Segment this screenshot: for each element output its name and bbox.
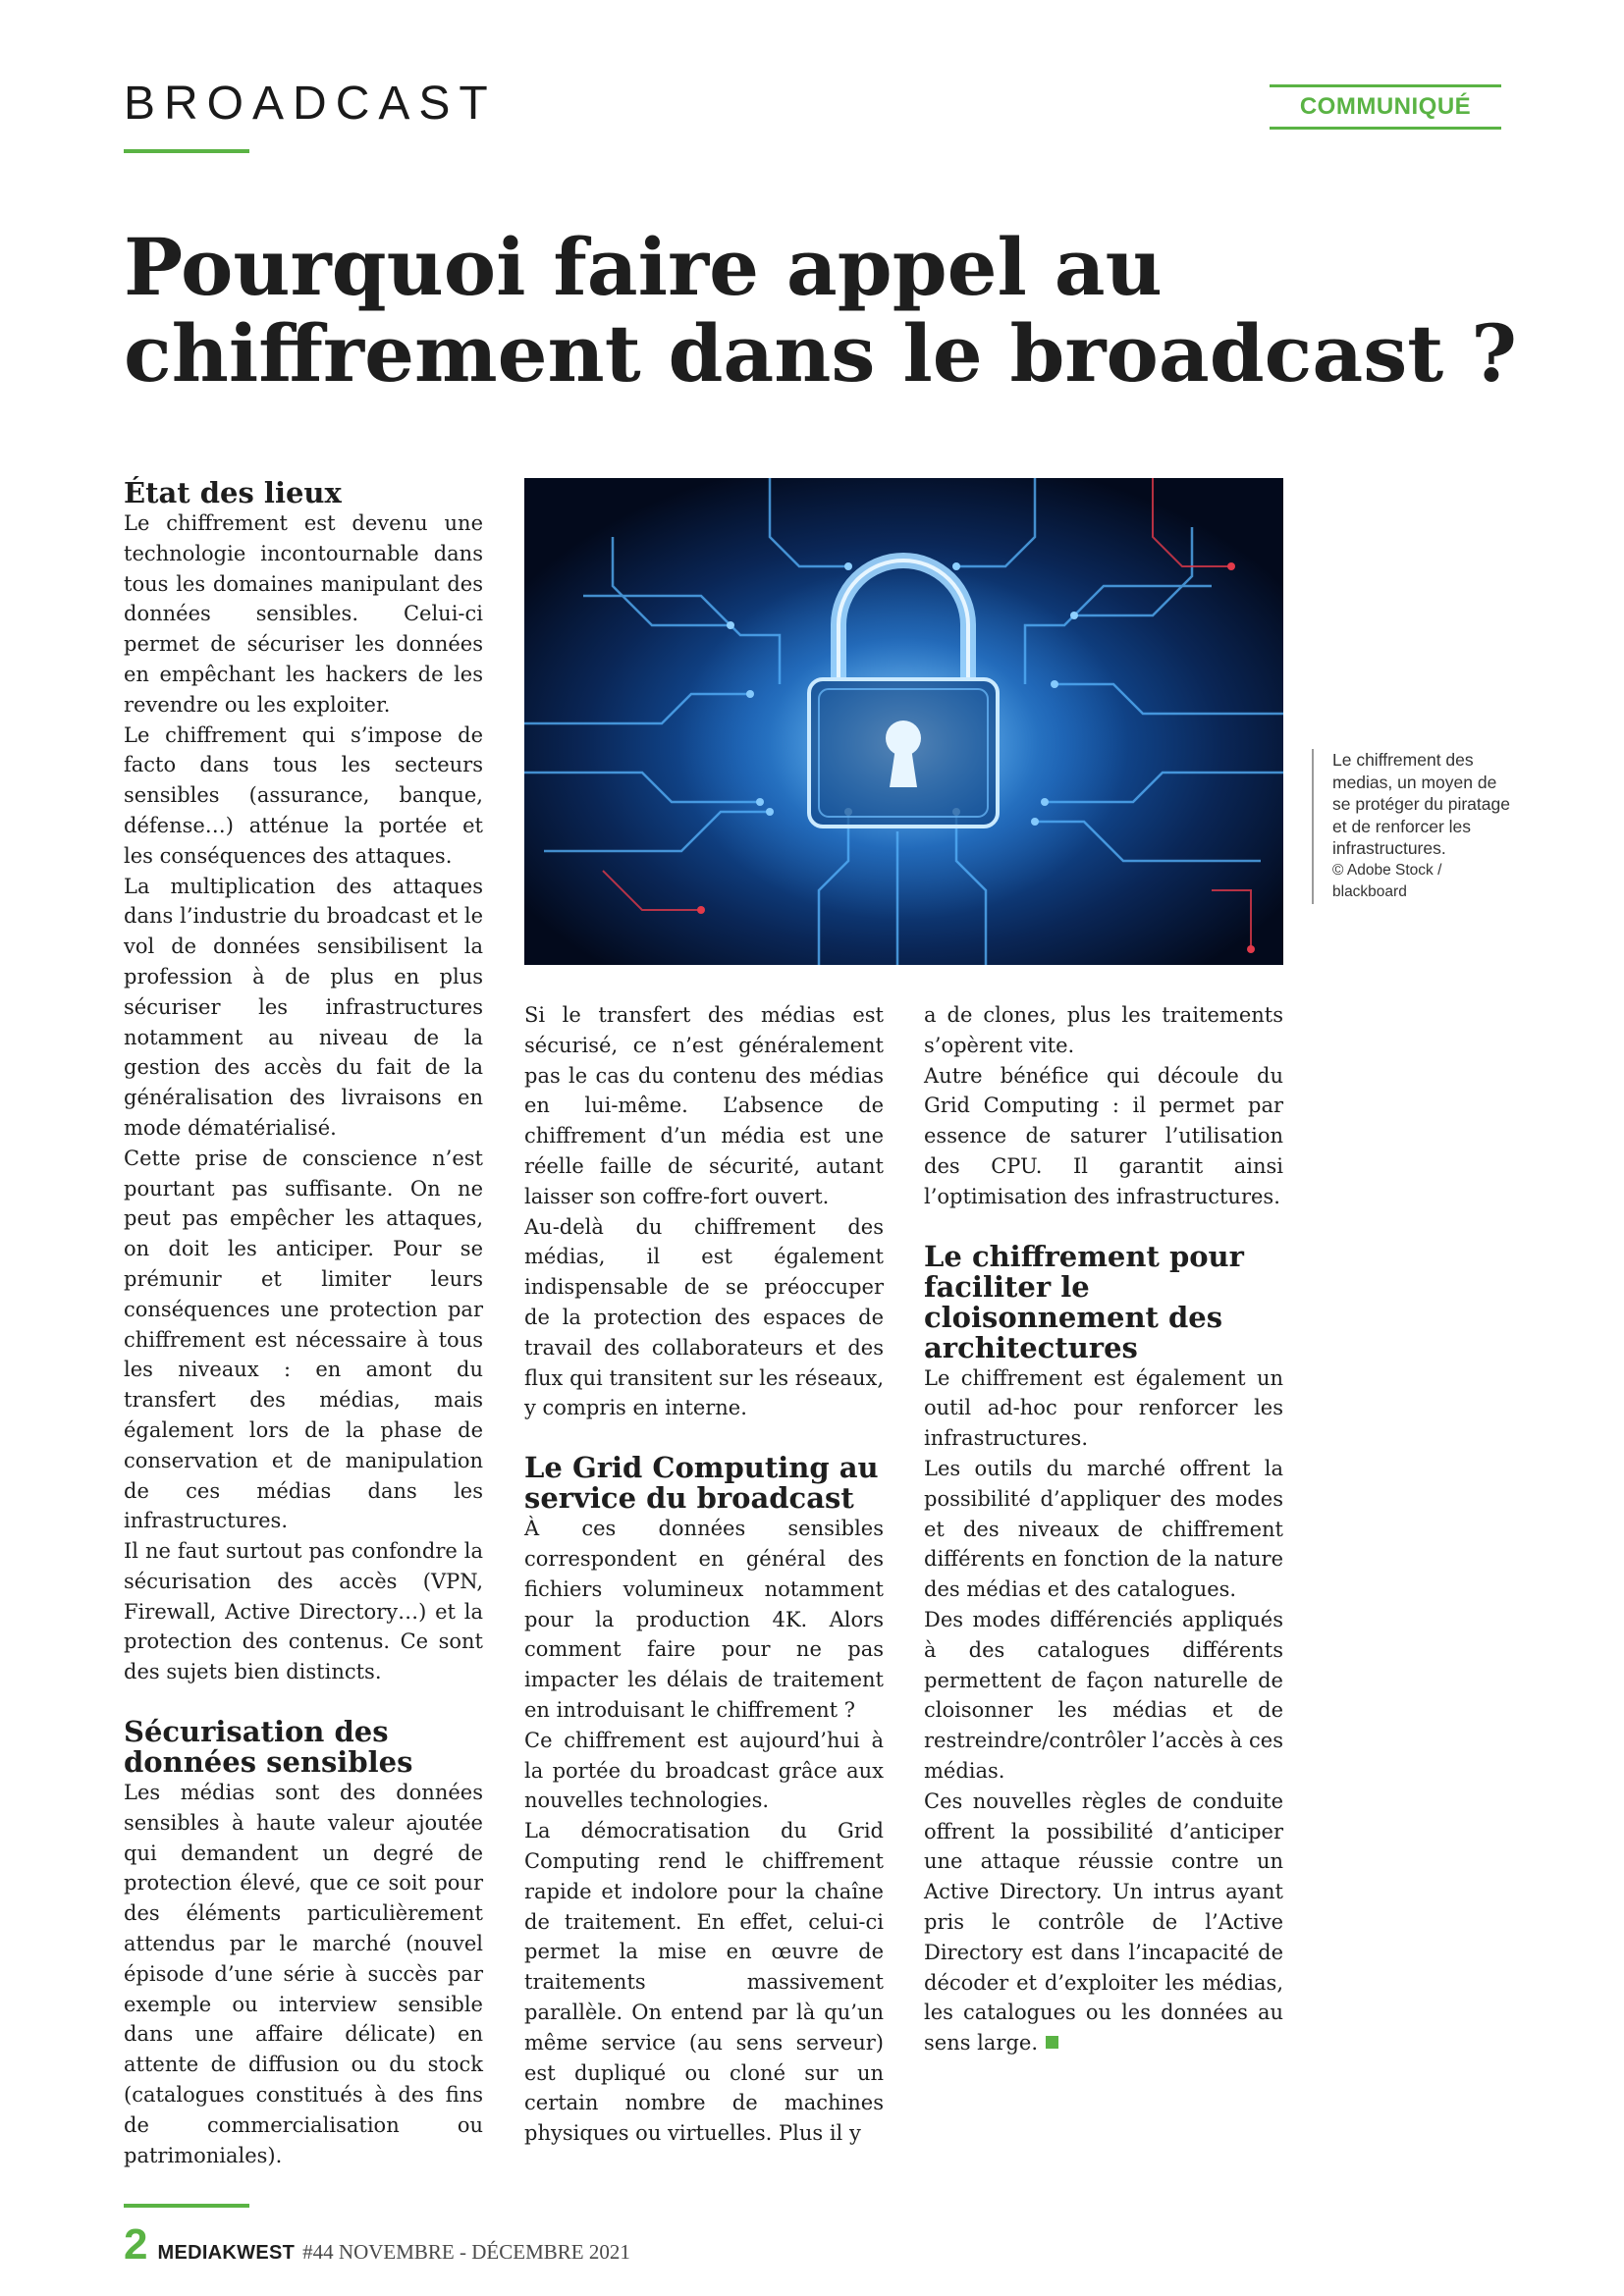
title-line-1: Pourquoi faire appel au [124,221,1163,313]
end-mark-icon [1046,2036,1058,2049]
communique-tag: COMMUNIQUÉ [1270,84,1501,130]
paragraph: Le chiffrement est devenu une technologie incontournable dans tous les domaines manipulant des données sensibles. Celui-ci permet de sécuriser les données en empêchant les hackers de les revendre ou les exploiter. [124,511,483,717]
column-1 [124,478,483,2170]
figure-caption [1312,749,1519,904]
paragraph: Cette prise de conscience n’est pourtant pas suffisante. On ne peut pas empêcher les attaques, on doit les anticiper. Pour se prémunir et limiter leurs conséquences une protection par chiffrement est nécessaire à tous les niveaux : en amont du transfert des médias, mais également lors de la phase de conservation et de manipulation de ces médias dans les infrastructures. [124,1146,483,1533]
column-2 [524,1000,884,2149]
subheading-securisation: Sécurisation des données sensibles [124,1715,413,1780]
final-text: Ces nouvelles règles de conduite offrent la possibilité d’anticiper une attaque réussie contre un Active Directory. Un intrus ayant pris le contrôle de l’Active Directory est dans l’incapacité de décoder et d’exploiter les médias, les catalogues ou les données au sens large. [924,1789,1283,2056]
paragraph: Le chiffrement est également un outil ad-hoc pour renforcer les infrastructures. [924,1365,1283,1451]
paragraph: Autre bénéfice qui découle du Grid Computing : il permet par essence de saturer l’utilisation des CPU. Il garantit ainsi l’optimisation des infrastructures. [924,1063,1283,1208]
paragraph: Ce chiffrement est aujourd’hui à la portée du broadcast grâce aux nouvelles technologies. [524,1728,884,1813]
paragraph: Les médias sont des données sensibles à haute valeur ajoutée qui demandent un degré de protection élevé, que ce soit pour des éléments particulièrement attendus par le marché (nouvel épisode d’une série à succès par exemple ou interview sensible dans une affaire délicate) en attente de diffusion ou du stock (catalogues constitués à des fins de commercialisation ou patrimoniales). [124,1781,483,2167]
paragraph: Au-delà du chiffrement des médias, il est également indispensable de se préoccuper de la protection des espaces de travail des collaborateurs et des flux qui transitent sur les réseaux, y compris en interne. [524,1214,884,1420]
subheading-grid-computing: Le Grid Computing au service du broadcast [524,1451,879,1516]
paragraph: À ces données sensibles correspondent en général des fichiers volumineux notamment pour la production 4K. Alors comment faire pour ne pas impacter les délais de traitement en introduisant le chiffrement ? [524,1517,884,1722]
padlock-circuit-image [524,478,1283,965]
paragraph: a de clones, plus les traitements s’opèrent vite. [924,1003,1283,1057]
page-number: 2 [124,2220,148,2269]
paragraph: Si le transfert des médias est sécurisé, ce n’est généralement pas le cas du contenu des médias en lui-même. L’absence de chiffrement d’un média est une réelle faille de sécurité, autant laisser son coffre-fort ouvert. [524,1003,884,1208]
paragraph: Le chiffrement qui s’impose de facto dans tous les secteurs sensibles (assurance, banque, défense…) atténue la portée et les conséquences des attaques. [124,722,483,868]
footer-rule [124,2204,249,2208]
magazine-name: MEDIAKWEST [157,2242,296,2264]
issue-info: #44 NOVEMBRE - DÉCEMBRE 2021 [302,2240,630,2264]
paragraph: Des modes différenciés appliqués à des catalogues différents permettent de façon naturelle de cloisonner les médias et de restreindre/contrôler l’accès à ces médias. [924,1607,1283,1783]
article-title [124,221,1518,400]
paragraph: Il ne faut surtout pas confondre la sécurisation des accès (VPN, Firewall, Active Directory…) et la protection des contenus. Ce sont des sujets bien distincts. [124,1539,483,1684]
section-rule [124,149,249,153]
section-label: BROADCAST [124,78,497,130]
title-line-2: chiffrement dans le broadcast ? [124,307,1517,400]
subheading-etat-des-lieux: État des lieux [124,476,342,509]
paragraph: La démocratisation du Grid Computing rend le chiffrement rapide et indolore pour la chaîne de traitement. En effet, celui-ci permet la mise en œuvre de traitements massivement parallèle. On entend par là qu’un même service (au sens serveur) est dupliqué ou cloné sur un certain nombre de machines physiques ou virtuelles. Plus il y [524,1819,884,2146]
paragraph: La multiplication des attaques dans l’industrie du broadcast et le vol de données sensibilisent la profession à de plus en plus sécuriser les infrastructures notamment au niveau de la gestion des accès du fait de la généralisation des livraisons en mode dématérialisé. [124,874,483,1140]
caption-credit: © Adobe Stock / blackboard [1332,861,1442,900]
article-figure [524,478,1283,965]
caption-text: Le chiffrement des medias, un moyen de se protéger du piratage et de renforcer les infrastructures. [1332,750,1510,858]
subheading-cloisonnement: Le chiffrement pour faciliter le cloisonnement des architectures [924,1239,1244,1364]
paragraph: Les outils du marché offrent la possibilité d’appliquer des modes et des niveaux de chiffrement différents en fonction de la nature des médias et des catalogues. [924,1456,1283,1602]
column-3 [924,1000,1283,2058]
paragraph-final [924,1787,1283,2058]
footer [124,2220,630,2269]
